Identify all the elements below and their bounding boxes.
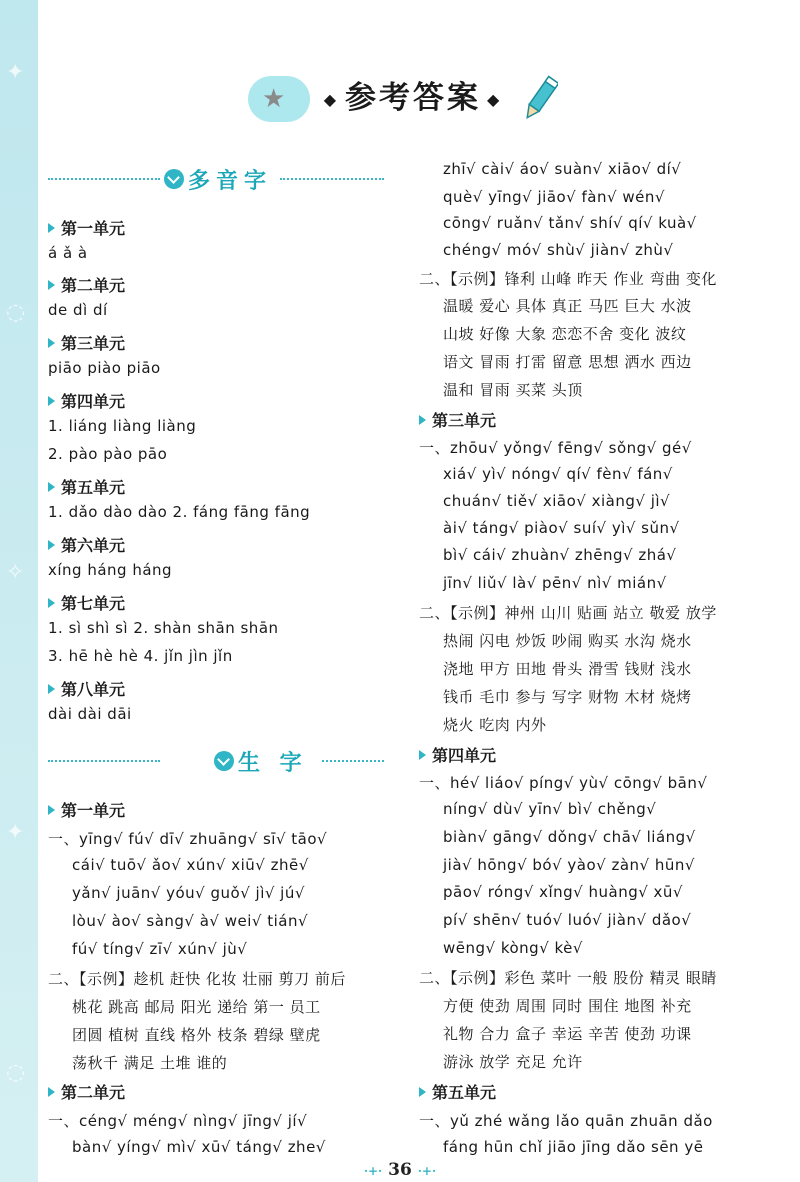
answer-line: 团圆 植树 直线 格外 枝条 碧绿 壁虎 (72, 1026, 321, 1044)
dot-decoration: ·+· (363, 1164, 383, 1178)
circle-doodle-icon: ◌ (6, 300, 26, 325)
answer-line: 1. sì shì sì 2. shàn shān shān (48, 619, 279, 637)
answer-line: 一、zhōu√ yǒng√ fēng√ sǒng√ gé√ (419, 439, 692, 457)
answer-line: 温暖 爱心 具体 真正 马匹 巨大 水波 (443, 297, 692, 315)
section-title: 多音字 (188, 169, 273, 194)
section-heading-characters (48, 748, 384, 774)
answer-line: 钱币 毛巾 参与 写字 财物 木材 烧烤 (443, 688, 692, 706)
page-header (248, 70, 558, 128)
diamond-bullet-icon: ◆ (323, 89, 339, 109)
answer-line: fáng hūn chǐ jiāo jīng dǎo sēn yē (443, 1138, 704, 1156)
unit-heading: 第五单元 (48, 475, 125, 498)
check-disc-icon (214, 751, 234, 771)
answer-line: xíng háng háng (48, 561, 173, 579)
answer-line: 游泳 放学 充足 允许 (443, 1053, 583, 1071)
answer-line: 桃花 跳高 邮局 阳光 递给 第一 员工 (72, 998, 321, 1016)
unit-heading: 第八单元 (48, 677, 125, 700)
answer-line: 一、hé√ liáo√ píng√ yù√ cōng√ bān√ (419, 774, 708, 792)
answer-line: xiá√ yì√ nóng√ qí√ fèn√ fán√ (443, 465, 673, 483)
answer-line: 二、【示例】趁机 赶快 化妆 壮丽 剪刀 前后 (48, 970, 346, 988)
check-disc-icon (164, 169, 184, 189)
answer-line: pāo√ róng√ xǐng√ huàng√ xū√ (443, 883, 683, 901)
unit-heading: 第三单元 (419, 408, 496, 431)
answer-line: chuán√ tiě√ xiāo√ xiàng√ jì√ (443, 492, 671, 510)
circle-doodle-icon: ◌ (6, 1060, 26, 1085)
sparkle-icon: ✦ (6, 60, 25, 85)
unit-heading: 第五单元 (419, 1080, 496, 1103)
unit-heading: 第六单元 (48, 533, 125, 556)
answer-line: pí√ shēn√ tuó√ luó√ jiàn√ dǎo√ (443, 911, 692, 929)
answer-line: 一、céng√ méng√ nìng√ jīng√ jí√ (48, 1112, 308, 1130)
answer-line: 方便 使劲 周围 同时 围住 地图 补充 (443, 997, 692, 1015)
decorative-sidebar (0, 0, 38, 1182)
answer-line: 语文 冒雨 打雷 留意 思想 洒水 西边 (443, 353, 692, 371)
diamond-bullet-icon: ◆ (487, 89, 503, 109)
answer-line: cōng√ ruǎn√ tǎn√ shí√ qí√ kuà√ (443, 214, 697, 232)
answer-line: yǎn√ juān√ yóu√ guǒ√ jì√ jú√ (72, 884, 305, 902)
answer-line: 二、【示例】神州 山川 贴画 站立 敬爱 放学 (419, 604, 717, 622)
section-title: 生 字 (238, 751, 308, 776)
answer-line: bàn√ yíng√ mì√ xū√ táng√ zhe√ (72, 1138, 326, 1156)
answer-line: 1. liáng liàng liàng (48, 417, 197, 435)
answer-line: fú√ tíng√ zī√ xún√ jù√ (72, 940, 248, 958)
answer-line: 礼物 合力 盒子 幸运 辛苦 使劲 功课 (443, 1025, 692, 1043)
answer-line: 1. dǎo dào dào 2. fáng fāng fāng (48, 503, 311, 521)
section-heading-polyphones (48, 166, 384, 192)
answer-line: 一、yīng√ fú√ dī√ zhuāng√ sī√ tāo√ (48, 830, 328, 848)
answer-line: 热闹 闪电 炒饭 吵闹 购买 水沟 烧水 (443, 632, 692, 650)
dot-decoration: ·+· (417, 1164, 437, 1178)
answer-line: wēng√ kòng√ kè√ (443, 939, 583, 957)
answer-line: 3. hē hè hè 4. jǐn jìn jǐn (48, 647, 233, 665)
answer-line: ài√ táng√ piào√ suí√ yì√ sǔn√ (443, 519, 680, 537)
answer-line: 山坡 好像 大象 恋恋不舍 变化 波纹 (443, 325, 687, 343)
sparkle-icon: ✦ (6, 820, 25, 845)
answer-line: biàn√ gāng√ dǒng√ chā√ liáng√ (443, 828, 696, 846)
answer-line: lòu√ ào√ sàng√ à√ wei√ tián√ (72, 912, 309, 930)
star-icon: ★ (262, 84, 286, 114)
unit-heading: 第一单元 (48, 216, 125, 239)
answer-line: 二、【示例】锋利 山峰 昨天 作业 弯曲 变化 (419, 270, 717, 288)
answer-line: 温和 冒雨 买菜 头顶 (443, 381, 583, 399)
answer-line: piāo piào piāo (48, 359, 161, 377)
answer-line: dài dài dāi (48, 705, 132, 723)
answer-line: 荡秋千 满足 土堆 谁的 (72, 1054, 228, 1072)
unit-heading: 第四单元 (419, 743, 496, 766)
answer-line: níng√ dù√ yīn√ bì√ chěng√ (443, 800, 657, 818)
sparkle-icon: ✧ (6, 560, 25, 585)
answer-line: jià√ hōng√ bó√ yào√ zàn√ hūn√ (443, 856, 695, 874)
answer-line: què√ yīng√ jiāo√ fàn√ wén√ (443, 188, 665, 206)
answer-line: de dì dí (48, 301, 108, 319)
answer-line: jīn√ liǔ√ là√ pēn√ nì√ mián√ (443, 574, 667, 592)
answer-line: 浇地 甲方 田地 骨头 滑雪 钱财 浅水 (443, 660, 692, 678)
pencil-icon (524, 72, 558, 124)
answer-line: 二、【示例】彩色 菜叶 一般 股份 精灵 眼睛 (419, 969, 717, 987)
page-number-text: 36 (388, 1160, 412, 1180)
answer-line: cái√ tuō√ ǎo√ xún√ xiū√ zhē√ (72, 856, 309, 874)
answer-line: 烧火 吃肉 内外 (443, 716, 547, 734)
unit-heading: 第七单元 (48, 591, 125, 614)
unit-heading: 第二单元 (48, 1080, 125, 1103)
answer-line: chéng√ mó√ shù√ jiàn√ zhù√ (443, 241, 674, 259)
page-title-text: 参考答案 (345, 80, 481, 116)
unit-heading: 第一单元 (48, 798, 125, 821)
answer-line: zhī√ cài√ áo√ suàn√ xiāo√ dí√ (443, 160, 682, 178)
unit-heading: 第四单元 (48, 389, 125, 412)
unit-heading: 第三单元 (48, 331, 125, 354)
answer-line: 2. pào pào pāo (48, 445, 168, 463)
page-title (302, 76, 524, 120)
unit-heading: 第二单元 (48, 273, 125, 296)
answer-line: bì√ cái√ zhuàn√ zhēng√ zhá√ (443, 546, 677, 564)
page-number (360, 1160, 440, 1180)
answer-line: á ǎ à (48, 244, 88, 262)
answer-line: 一、yǔ zhé wǎng lǎo quān zhuān dǎo (419, 1112, 713, 1130)
